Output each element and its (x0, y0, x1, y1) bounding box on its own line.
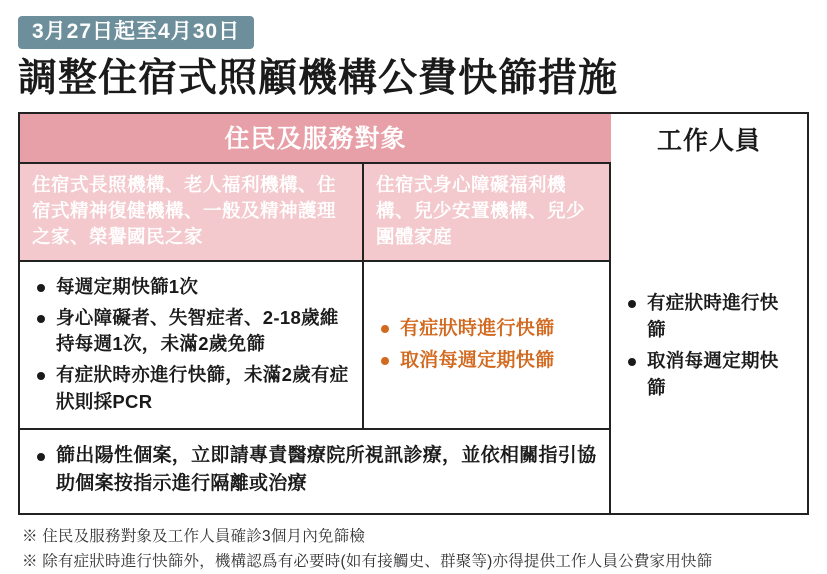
date-badge: 3月27日起至4月30日 (18, 16, 254, 49)
list-disability-welfare (378, 315, 599, 374)
list-item: 有症狀時進行快篩 (378, 315, 599, 343)
list-item: 身心障礙者、失智症者、2-18歲維持每週1次，未滿2歲免篩 (34, 305, 352, 359)
list-staff (625, 290, 797, 401)
cell-positive-case-note (20, 430, 611, 513)
policy-table (18, 112, 809, 515)
list-positive-case (34, 442, 599, 499)
list-item: 篩出陽性個案，立即請專責醫療院所視訊診療，並依相關指引協助個案按指示進行隔離或治療 (34, 442, 599, 499)
staff-column-spacer (611, 164, 807, 262)
footnote-1: ※ 住民及服務對象及工作人員確診3個月內免篩檢 (22, 527, 366, 545)
column-header-long-term-care: 住宿式長照機構、老人福利機構、住宿式精神復健機構、一般及精神護理之家、榮譽國民之家 (20, 164, 364, 262)
cell-long-term-care-measures (20, 262, 364, 430)
list-long-term-care (34, 274, 352, 416)
list-item: 取消每週定期快篩 (625, 348, 797, 402)
list-item: 有症狀時進行快篩 (625, 290, 797, 344)
list-item: 有症狀時亦進行快篩，未滿2歲有症狀則採PCR (34, 362, 352, 416)
note-row-spacer (611, 430, 807, 513)
table-group-header-row (20, 114, 807, 164)
table-note-row (20, 430, 807, 513)
footnote-2: ※ 除有症狀時進行快篩外，機構認爲有必要時(如有接觸史、群聚等)亦得提供工作人員公費家用快篩 (22, 552, 713, 570)
cell-staff-measures (611, 262, 807, 430)
list-item: 取消每週定期快篩 (378, 347, 599, 375)
list-item: 每週定期快篩1次 (34, 274, 352, 301)
cell-disability-welfare-measures (364, 262, 611, 430)
group-header-staff: 工作人員 (611, 114, 807, 164)
table-subheader-row (20, 164, 807, 262)
column-header-disability-welfare: 住宿式身心障礙福利機構、兒少安置機構、兒少團體家庭 (364, 164, 611, 262)
table-body-row (20, 262, 807, 430)
group-header-residents: 住民及服務對象 (20, 114, 611, 164)
page-title: 調整住宿式照顧機構公費快篩措施 (18, 57, 619, 100)
